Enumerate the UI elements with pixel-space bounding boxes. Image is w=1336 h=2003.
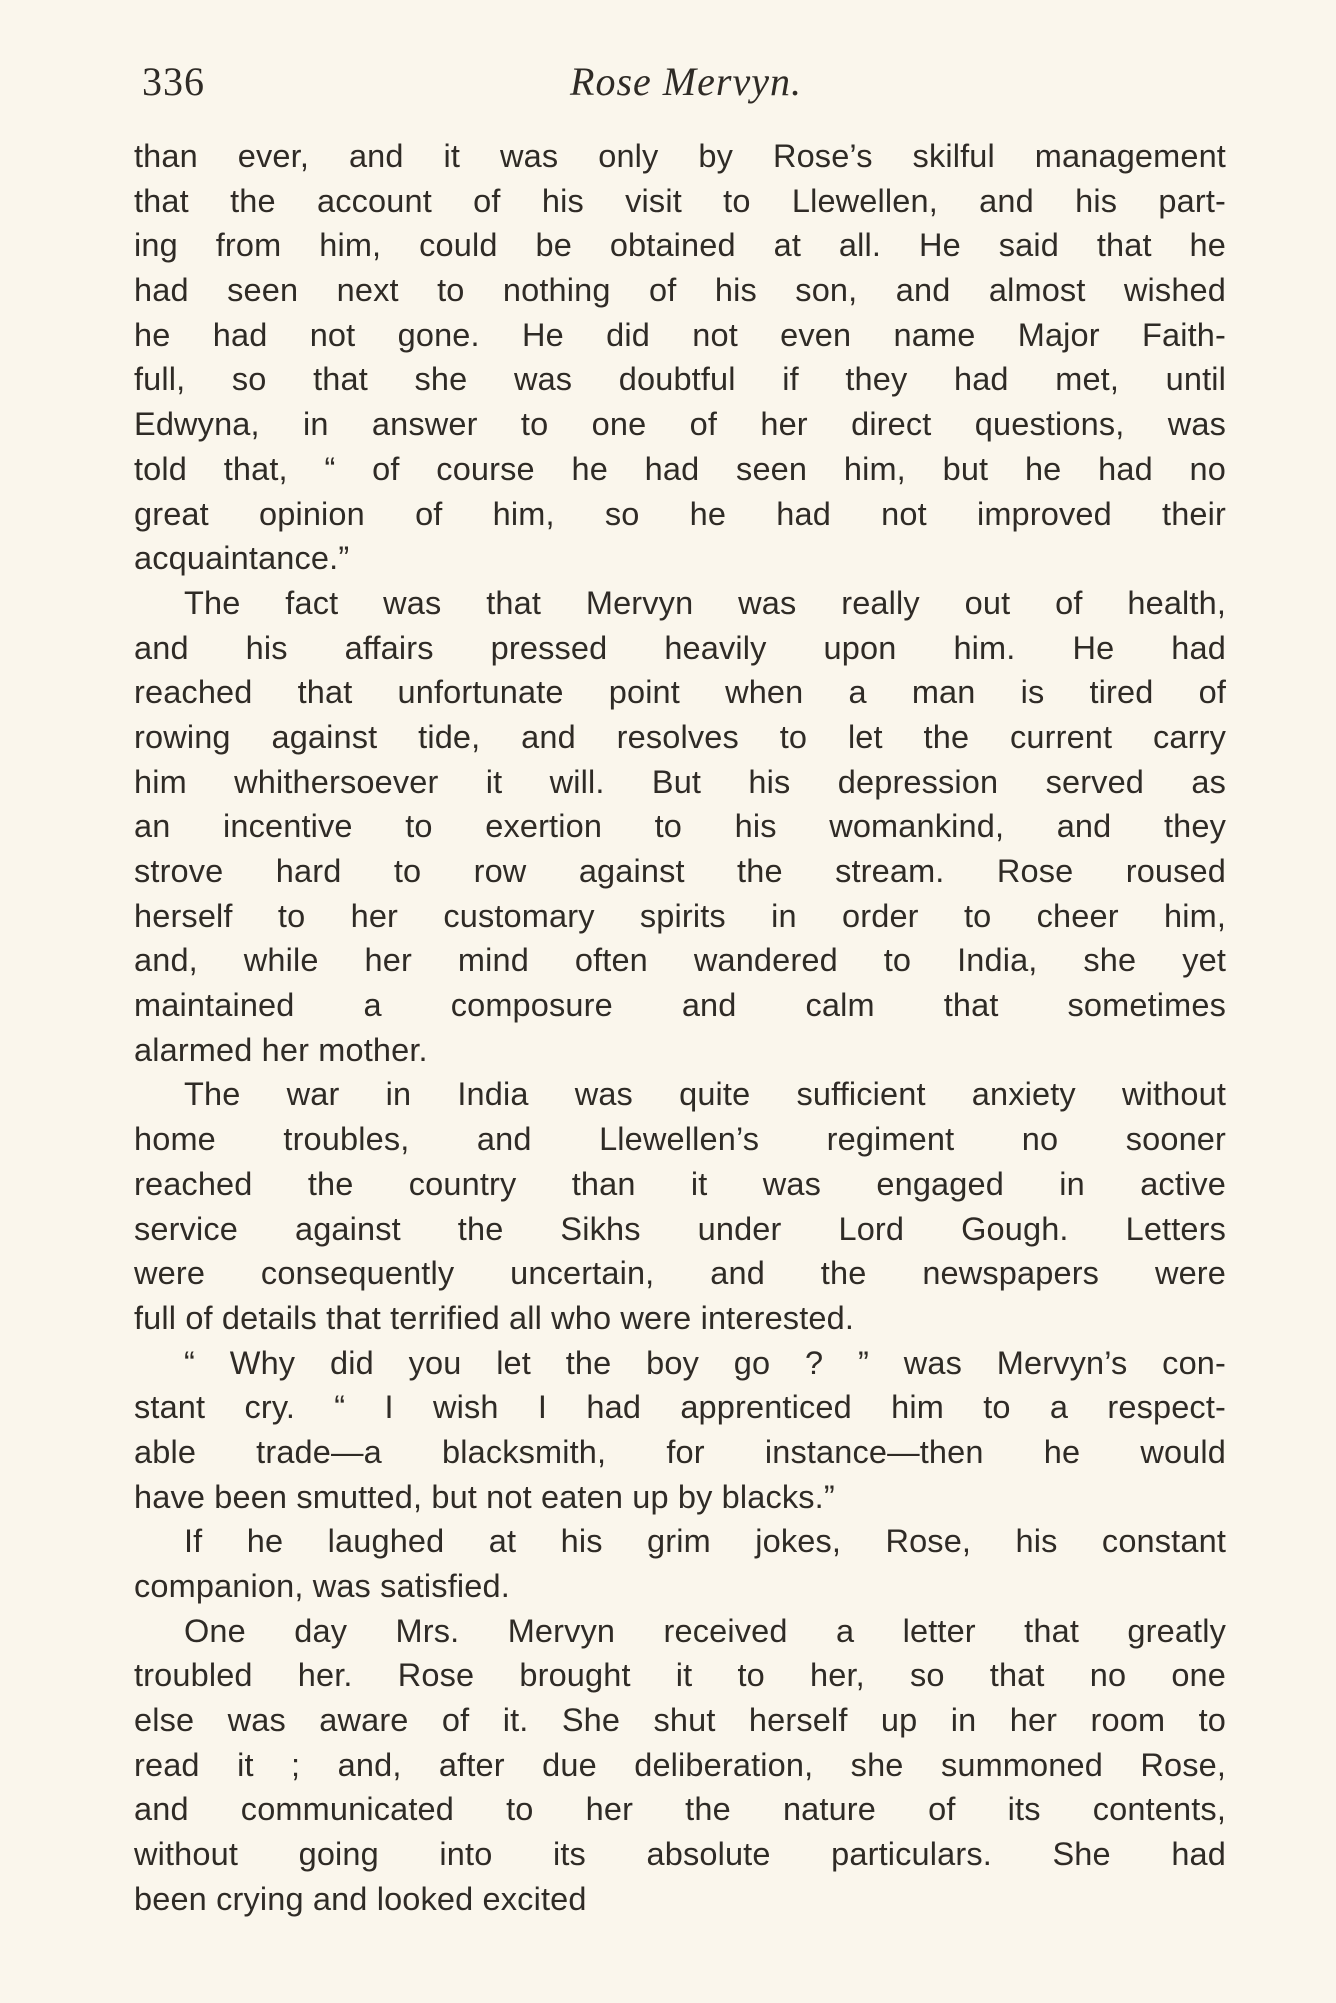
text-line: he had not gone. He did not even name Major Faith- <box>134 316 1226 353</box>
text-line: full of details that terrified all who were interested. <box>134 1299 854 1336</box>
text-line: him whithersoever it will. But his depression served as <box>134 763 1226 800</box>
text-line: reached that unfortunate point when a man is tired of <box>134 674 1226 711</box>
text-line: maintained a composure and calm that sometimes <box>134 987 1226 1024</box>
text-line: read it ; and, after due deliberation, she summoned Rose, <box>134 1746 1226 1783</box>
text-line: that the account of his visit to Llewellen, and his part- <box>134 182 1226 219</box>
text-line: alarmed her mother. <box>134 1031 428 1068</box>
text-line: full, so that she was doubtful if they had met, until <box>134 361 1226 398</box>
text-line: than ever, and it was only by Rose’s skilful management <box>134 138 1226 174</box>
text-line: rowing against tide, and resolves to let the current carry <box>134 718 1226 755</box>
text-line: and, while her mind often wandered to India, she yet <box>134 942 1226 979</box>
text-line: have been smutted, but not eaten up by blacks.” <box>134 1478 835 1515</box>
text-line: service against the Sikhs under Lord Gough. Letters <box>134 1210 1226 1247</box>
text-line: able trade—a blacksmith, for instance—then he would <box>134 1433 1226 1470</box>
text-line: and communicated to her the nature of its contents, <box>134 1791 1226 1828</box>
text-line: reached the country than it was engaged in active <box>134 1165 1226 1202</box>
text-line: Edwyna, in answer to one of her direct questions, was <box>134 406 1226 443</box>
page-header <box>136 52 1226 112</box>
text-line: troubled her. Rose brought it to her, so that no one <box>134 1657 1226 1694</box>
text-line: were consequently uncertain, and the newspapers were <box>134 1255 1226 1292</box>
body-text <box>134 134 1226 1922</box>
text-line: ing from him, could be obtained at all. He said that he <box>134 227 1226 264</box>
text-line: The fact was that Mervyn was really out of health, <box>184 584 1226 621</box>
text-line: had seen next to nothing of his son, and almost wished <box>134 272 1226 309</box>
text-line: been crying and looked excited <box>134 1880 587 1917</box>
text-line: stant cry. “ I wish I had apprenticed him to a respect- <box>134 1389 1226 1426</box>
text-line: strove hard to row against the stream. Rose roused <box>134 853 1226 889</box>
text-line: herself to her customary spirits in order to cheer him, <box>134 897 1226 934</box>
text-line: acquaintance.” <box>134 540 350 577</box>
text-line: home troubles, and Llewellen’s regiment no sooner <box>134 1121 1226 1158</box>
text-line: else was aware of it. She shut herself up in her room to <box>134 1702 1226 1739</box>
text-line: without going into its absolute particulars. She had <box>134 1836 1226 1873</box>
running-title: Rose Mervyn. <box>570 59 802 104</box>
text-line: If he laughed at his grim jokes, Rose, his constant <box>184 1523 1226 1560</box>
text-line: One day Mrs. Mervyn received a letter that greatly <box>184 1612 1226 1649</box>
text-line: and his affairs pressed heavily upon him. He had <box>134 629 1226 666</box>
text-line: great opinion of him, so he had not improved their <box>134 495 1226 532</box>
page-number: 336 <box>142 59 205 104</box>
text-line: The war in India was quite sufficient anxiety without <box>184 1076 1226 1113</box>
text-line: “ Why did you let the boy go ? ” was Mervyn’s con- <box>184 1344 1226 1381</box>
text-line: told that, “ of course he had seen him, but he had no <box>134 450 1226 487</box>
text-line: companion, was satisfied. <box>134 1568 510 1604</box>
text-line: an incentive to exertion to his womankind, and they <box>134 808 1226 845</box>
